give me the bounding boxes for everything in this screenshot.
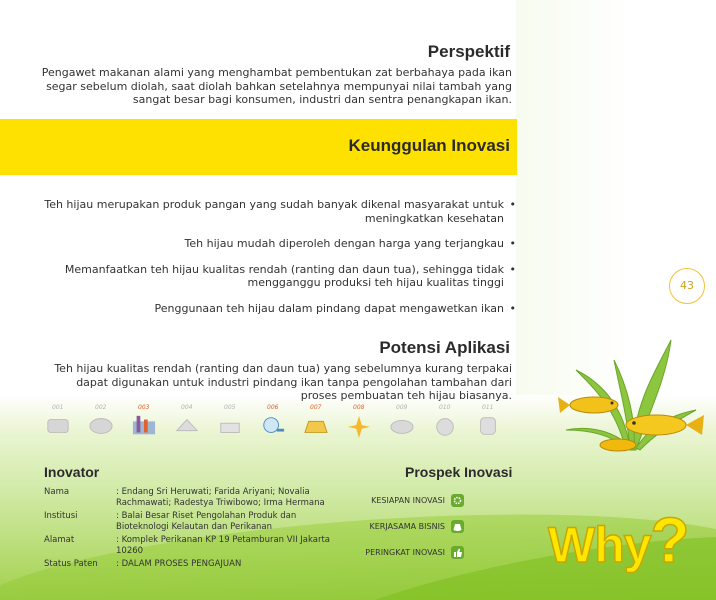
bullet-icon: • <box>509 237 516 250</box>
potensi-title: Potensi Aplikasi <box>379 338 510 357</box>
category-006-icon <box>255 404 291 440</box>
category-number: 001 <box>52 404 64 411</box>
why-logo: Why? <box>548 504 689 576</box>
inovator-row-institusi: Institusi : Balai Besar Riset Pengolahan Produk dan Bioteknologi Kelautan dan Perikanan <box>44 511 297 532</box>
perspektif-title: Perspektif <box>427 42 510 61</box>
category-005-icon <box>212 404 248 440</box>
prospek-title: Prospek Inovasi <box>405 464 513 480</box>
category-011-icon <box>470 404 506 440</box>
bullet-icon: • <box>509 262 516 276</box>
page-number: 43 <box>669 268 705 304</box>
category-number: 011 <box>482 404 494 411</box>
bullet-icon: • <box>509 198 516 211</box>
list-item: Teh hijau mudah diperoleh dengan harga yang terjangkau • <box>184 237 516 250</box>
category-010-icon <box>427 404 463 440</box>
keunggulan-title: Keunggulan Inovasi <box>348 136 510 155</box>
category-number: 004 <box>181 404 193 411</box>
category-number: 007 <box>310 404 322 411</box>
prospek-peringkat-label: PERINGKAT INOVASI <box>365 548 445 557</box>
perspektif-text: Pengawet makanan alami yang menghambat pembentukan zat berbahaya pada ikan segar sebelum diolah, saat diolah bahkan setelahnya mempunyai nilai tambah yang sangat besar bagi konsumen, industri dan sentra penangkapan ikan. <box>41 66 512 106</box>
inovator-row-nama: Nama : Endang Sri Heruwati; Farida Ariyani; Novalia Rachmawati; Radestya Triwibowo; Irma Hermana <box>44 487 325 508</box>
category-icon-row <box>40 404 520 440</box>
category-003-icon <box>126 404 162 440</box>
category-number: 009 <box>396 404 408 411</box>
category-number: 003 <box>138 404 150 411</box>
category-002-icon <box>83 404 119 440</box>
category-number: 010 <box>439 404 451 411</box>
gear-icon <box>451 494 464 507</box>
list-item: Teh hijau merupakan produk pangan yang sudah banyak dikenal masyarakat untuk meningkatkan kesehatan • <box>44 198 516 225</box>
list-item: Memanfaatkan teh hijau kualitas rendah (ranting dan daun tua), sehingga tidak mengganggu produksi teh hijau kualitas tinggi • <box>64 262 516 289</box>
prospek-kesiapan-label: KESIAPAN INOVASI <box>371 496 445 505</box>
potensi-text: Teh hijau kualitas rendah (ranting dan daun tua) yang sebelumnya kurang terpakai dapat digunakan untuk industri pindang ikan tanpa pengolahan tambahan dari proses pembuatan teh hijau biasanya. <box>54 362 512 402</box>
inovator-title: Inovator <box>44 464 100 480</box>
inovator-row-alamat: Alamat : Komplek Perikanan KP 19 Petamburan VII Jakarta 10260 <box>44 535 331 556</box>
category-001-icon <box>40 404 76 440</box>
category-008-icon <box>341 404 377 440</box>
list-item: Penggunaan teh hijau dalam pindang dapat mengawetkan ikan • <box>154 301 516 315</box>
inovator-table <box>44 487 346 573</box>
category-004-icon <box>169 404 205 440</box>
category-007-icon <box>298 404 334 440</box>
prospek-kerjasama-label: KERJASAMA BISNIS <box>369 522 445 531</box>
category-number: 005 <box>224 404 236 411</box>
thumbs-up-icon <box>451 546 464 559</box>
category-009-icon <box>384 404 420 440</box>
category-number: 006 <box>267 404 279 411</box>
inovator-row-status: Status Paten : DALAM PROSES PENGAJUAN <box>44 559 242 569</box>
bullet-icon: • <box>509 301 516 315</box>
category-number: 008 <box>353 404 365 411</box>
keunggulan-list <box>30 198 516 327</box>
money-bag-icon <box>451 520 464 533</box>
category-number: 002 <box>95 404 107 411</box>
tea-plant-fish-illustration <box>556 330 716 480</box>
